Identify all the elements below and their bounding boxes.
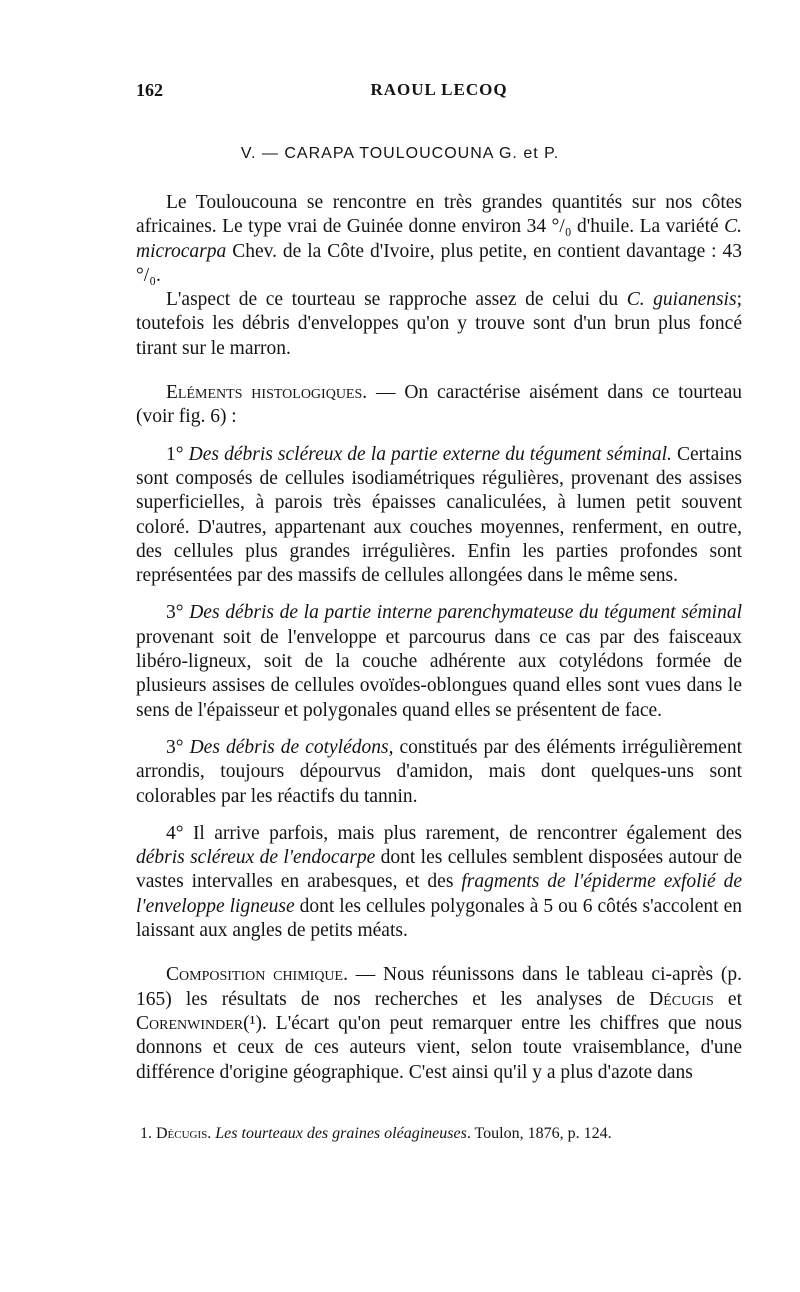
paragraph-composition: [136, 963, 742, 1084]
book-title: Les tourteaux des graines oléagineuses: [215, 1125, 467, 1142]
paragraph-item-2: [136, 601, 742, 722]
text-run: provenant soit de l'enveloppe et parcourus dans ce cas par des faisceaux libéro-ligneux, soit de la couche adhérente aux cotylédons formée de plusieurs assises de cellules ovoïdes-oblongues quand elles sont vues dans le sens de l'épaisseur et polygonales quand elles se présentent de face.: [136, 626, 742, 721]
paragraph-aspect: [136, 288, 742, 361]
paragraph-item-4: [136, 822, 742, 943]
text-run: Chev. de la Côte d'Ivoire, plus petite, en contient davantage : 43 °/₀.: [136, 240, 742, 286]
item-number: 1°: [166, 443, 189, 465]
text-run: . L'écart qu'on peut remarquer entre les chiffres que nous donnons et ceux de ces auteurs vient, selon toute vraisemblance, d'une différence d'origine géographique. C'est ainsi qu'il y a plus d'azote dans: [136, 1012, 742, 1083]
text-run: L'aspect de ce tourteau se rapproche assez de celui du: [166, 289, 627, 311]
text-run: . Toulon, 1876, p. 124.: [466, 1125, 612, 1142]
text-run: — On caractérise aisément dans ce tourteau (voir fig. 6) :: [136, 382, 742, 428]
item-title: Des débris scléreux de la partie externe du tégument séminal.: [188, 443, 672, 465]
text-run: Le Touloucouna se rencontre en très grandes quantités sur nos côtes africaines. Le type vrai de Guinée donne environ 34 °/₀ d'huile. La variété: [136, 192, 742, 238]
item-title: fragments de l'épiderme exfolié de l'enveloppe ligneuse: [136, 871, 743, 917]
text-run: constitués par des éléments irrégulièrement arrondis, toujours dépourvus d'amidon, mais dont quelques-uns sont colorables par les réactifs du tannin.: [136, 736, 742, 807]
text-run: dont les cellules polygonales à 5 ou 6 côtés s'accolent en laissant aux angles de petits méats.: [136, 895, 742, 942]
footnote-number: 1.: [140, 1125, 156, 1142]
text-run: Certains sont composés de cellules isodiamétriques régulières, provenant des assises superficielles, à parois très épaisses canaliculées, à lumen petit souvent coloré. D'autres, appartenant aux couches moyennes, renferment, en outre, des cellules plus grandes irrégulières. Enfin les parties profondes sont représentées par des massifs de cellules allongées dans le même sens.: [136, 443, 742, 587]
section-title: V. — CARAPA TOULOUCOUNA G. et P.: [240, 145, 560, 162]
paragraph-intro: [136, 191, 742, 288]
item-number: 3°: [166, 602, 190, 624]
item-title: débris scléreux de l'endocarpe: [136, 847, 376, 869]
item-number: 3°: [166, 736, 190, 758]
page-number: 162: [136, 80, 163, 100]
item-title: Des débris de cotylédons,: [189, 736, 394, 758]
text-run: — Nous réunissons dans le tableau ci-après (p. 165) les résultats de nos recherches et les analyses de: [136, 964, 743, 1010]
footnote: [136, 1124, 742, 1144]
paragraph-histology-intro: [136, 381, 742, 430]
text-run: 4° Il arrive parfois, mais plus rarement, de rencontrer également des: [166, 822, 742, 844]
text-run: ; toutefois les débris d'enveloppes qu'on y trouve sont d'un brun plus foncé tirant sur le marron.: [136, 289, 742, 359]
body-text: [136, 191, 742, 1085]
running-title: RAOUL LECOQ: [370, 80, 508, 99]
author-name: Décugis: [156, 1125, 208, 1142]
text-run: et: [713, 988, 743, 1010]
author-name: Corenwinder: [136, 1012, 244, 1034]
species-name: C. guianensis: [626, 289, 737, 311]
text-run: .: [207, 1125, 216, 1142]
author-name: Décugis: [649, 988, 714, 1010]
paragraph-item-1: [136, 443, 742, 589]
page-header: [136, 80, 742, 108]
section-lead: Eléments histologiques.: [166, 382, 368, 404]
item-title: Des débris de la partie interne parenchymateuse du tégument séminal: [189, 602, 742, 624]
section-lead: Composition chimique.: [166, 964, 348, 986]
text-run: dont les cellules semblent disposées autour de vastes intervalles en arabesques, et des: [136, 847, 742, 893]
footnote-ref[interactable]: (¹): [243, 1012, 262, 1034]
species-name: C. microcarpa: [136, 216, 742, 262]
paragraph-item-3: [136, 736, 742, 809]
